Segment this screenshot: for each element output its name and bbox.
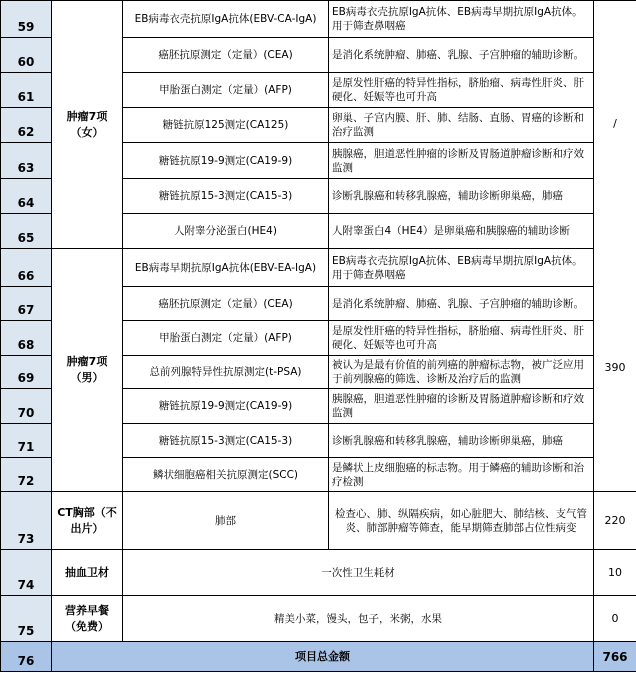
row-number: 75 bbox=[1, 596, 52, 642]
test-name bbox=[123, 458, 329, 492]
row-number: 62 bbox=[1, 108, 52, 143]
male-price: 390 bbox=[604, 360, 626, 374]
test-description bbox=[329, 287, 594, 321]
test-name bbox=[123, 321, 329, 356]
test-name-text: EB病毒衣壳抗原IgA抗体(EBV-CA-IgA) bbox=[134, 13, 317, 25]
test-description-text: 胰腺癌，胆道恶性肿瘤的诊断及胃肠道肿瘤诊断和疗效监测 bbox=[332, 393, 584, 419]
total-row bbox=[1, 642, 636, 672]
row-number: 61 bbox=[1, 73, 52, 108]
test-name-text: 甲胎蛋白测定（定量）(AFP) bbox=[159, 332, 292, 344]
test-name bbox=[123, 108, 329, 143]
test-name-text: 人附睾分泌蛋白(HE4) bbox=[174, 225, 277, 237]
price-cell: 0 bbox=[594, 596, 636, 642]
table-row bbox=[1, 492, 636, 550]
test-name-text: 糖链抗原19-9测定(CA19-9) bbox=[158, 400, 293, 412]
test-name-text: 鳞状细胞癌相关抗原测定(SCC) bbox=[152, 468, 299, 481]
test-description bbox=[329, 143, 594, 179]
row-number: 67 bbox=[1, 287, 52, 321]
row-number: 65 bbox=[1, 214, 52, 249]
table-body bbox=[1, 1, 636, 672]
test-name-text: 糖链抗原125测定(CA125) bbox=[162, 119, 289, 131]
test-name bbox=[123, 1, 329, 38]
test-name-text: 癌胚抗原测定（定量）(CEA) bbox=[158, 49, 293, 61]
group-label: 抽血卫材 bbox=[52, 550, 123, 596]
row-number: 66 bbox=[1, 249, 52, 287]
table-row bbox=[1, 550, 636, 596]
test-name bbox=[123, 424, 329, 458]
test-name bbox=[123, 389, 329, 424]
test-description bbox=[329, 249, 594, 287]
row-number: 68 bbox=[1, 321, 52, 356]
test-description-text: 胰腺癌，胆道恶性肿瘤的诊断及胃肠道肿瘤诊断和疗效监测 bbox=[332, 147, 584, 174]
price-cell: 220 bbox=[594, 492, 636, 550]
item-description: 精美小菜，馒头，包子，米粥，水果 bbox=[123, 596, 594, 642]
test-description bbox=[329, 458, 594, 492]
test-name: 肺部 bbox=[123, 492, 329, 550]
test-description bbox=[329, 389, 594, 424]
test-name bbox=[123, 287, 329, 321]
test-name bbox=[123, 356, 329, 389]
test-description bbox=[329, 1, 594, 38]
row-number: 63 bbox=[1, 143, 52, 179]
test-name-text: 癌胚抗原测定（定量）(CEA) bbox=[158, 297, 293, 310]
test-description bbox=[329, 424, 594, 458]
row-number: 69 bbox=[1, 356, 52, 389]
test-description-text: 是消化系统肿瘤、肺癌、乳腺、子宫肿瘤的辅助诊断。 bbox=[332, 49, 584, 61]
row-number: 76 bbox=[1, 642, 52, 672]
test-name-text: 糖链抗原15-3测定(CA15-3) bbox=[158, 434, 293, 447]
group-label: 肿瘤7项 （男） bbox=[52, 249, 123, 492]
test-description-text: 卵巢、子宫内膜、肝、肺、结肠、直肠、胃癌的诊断和治疗监测 bbox=[332, 112, 584, 138]
test-description-text: 被认为是最有价值的前列癌的肿瘤标志物，被广泛应用于前列腺癌的筛选、诊断及治疗后的监测 bbox=[332, 359, 584, 385]
test-description-text: 是消化系统肿瘤、肺癌、乳腺、子宫肿瘤的辅助诊断。 bbox=[332, 297, 584, 310]
test-description-text: EB病毒衣壳抗原IgA抗体、EB病毒早期抗原IgA抗体。用于筛查鼻咽癌 bbox=[332, 6, 583, 32]
test-name-text: 总前列腺特异性抗原测定(t-PSA) bbox=[149, 366, 302, 378]
test-description bbox=[329, 179, 594, 214]
test-description-text: 诊断乳腺癌和转移乳腺癌，辅助诊断卵巢癌，肺癌 bbox=[332, 190, 563, 202]
group-label: CT胸部（不出片） bbox=[52, 492, 123, 550]
row-number: 71 bbox=[1, 424, 52, 458]
test-description bbox=[329, 214, 594, 249]
test-description bbox=[329, 108, 594, 143]
row-number: 59 bbox=[1, 1, 52, 38]
female-price: / bbox=[613, 116, 617, 130]
group-label: 肿瘤7项 （女） bbox=[52, 1, 123, 249]
test-name bbox=[123, 179, 329, 214]
test-name-text: 糖链抗原15-3测定(CA15-3) bbox=[158, 190, 293, 202]
group-label: 营养早餐 （免费） bbox=[52, 596, 123, 642]
test-name-text: EB病毒早期抗原IgA抗体(EBV-EA-IgA) bbox=[134, 261, 317, 274]
test-description-text: 是原发性肝癌的特异性指标，脐胎瘤、病毒性肝炎、肝硬化、妊娠等也可升高 bbox=[332, 325, 584, 351]
test-description-text: 是原发性肝癌的特异性指标，脐胎瘤、病毒性肝炎、肝硬化、妊娠等也可升高 bbox=[332, 77, 584, 103]
total-label: 项目总金额 bbox=[52, 642, 594, 672]
total-price: 766 bbox=[594, 642, 636, 672]
table-row bbox=[1, 1, 636, 38]
test-name bbox=[123, 249, 329, 287]
test-name bbox=[123, 214, 329, 249]
row-number: 64 bbox=[1, 179, 52, 214]
row-number: 60 bbox=[1, 38, 52, 73]
test-description-text: EB病毒衣壳抗原IgA抗体、EB病毒早期抗原IgA抗体。用于筛查鼻咽癌 bbox=[332, 254, 583, 281]
row-number: 74 bbox=[1, 550, 52, 596]
item-description: 一次性卫生耗材 bbox=[123, 550, 594, 596]
test-description bbox=[329, 73, 594, 108]
test-name bbox=[123, 73, 329, 108]
test-description-text: 诊断乳腺癌和转移乳腺癌，辅助诊断卵巢癌，肺癌 bbox=[332, 434, 563, 447]
test-description bbox=[329, 356, 594, 389]
price-cell bbox=[594, 1, 636, 492]
price-cell: 10 bbox=[594, 550, 636, 596]
test-name bbox=[123, 38, 329, 73]
row-number: 73 bbox=[1, 492, 52, 550]
test-description bbox=[329, 38, 594, 73]
test-name-text: 甲胎蛋白测定（定量）(AFP) bbox=[159, 84, 292, 96]
test-description bbox=[329, 321, 594, 356]
row-number: 72 bbox=[1, 458, 52, 492]
row-number: 70 bbox=[1, 389, 52, 424]
test-description: 检查心、肺、纵隔疾病，如心脏肥大、肺结核、支气管炎、肺部肿瘤等筛查，能早期筛查肺部占位性病变 bbox=[329, 492, 594, 550]
test-description-text: 是鳞状上皮细胞癌的标志物。用于鳞癌的辅助诊断和治疗检测 bbox=[332, 461, 584, 488]
test-name bbox=[123, 143, 329, 179]
test-name-text: 糖链抗原19-9测定(CA19-9) bbox=[158, 154, 293, 167]
table-row bbox=[1, 249, 636, 287]
test-description-text: 人附睾蛋白4（HE4）是卵巢癌和胰腺癌的辅助诊断 bbox=[332, 225, 570, 237]
table-row bbox=[1, 596, 636, 642]
